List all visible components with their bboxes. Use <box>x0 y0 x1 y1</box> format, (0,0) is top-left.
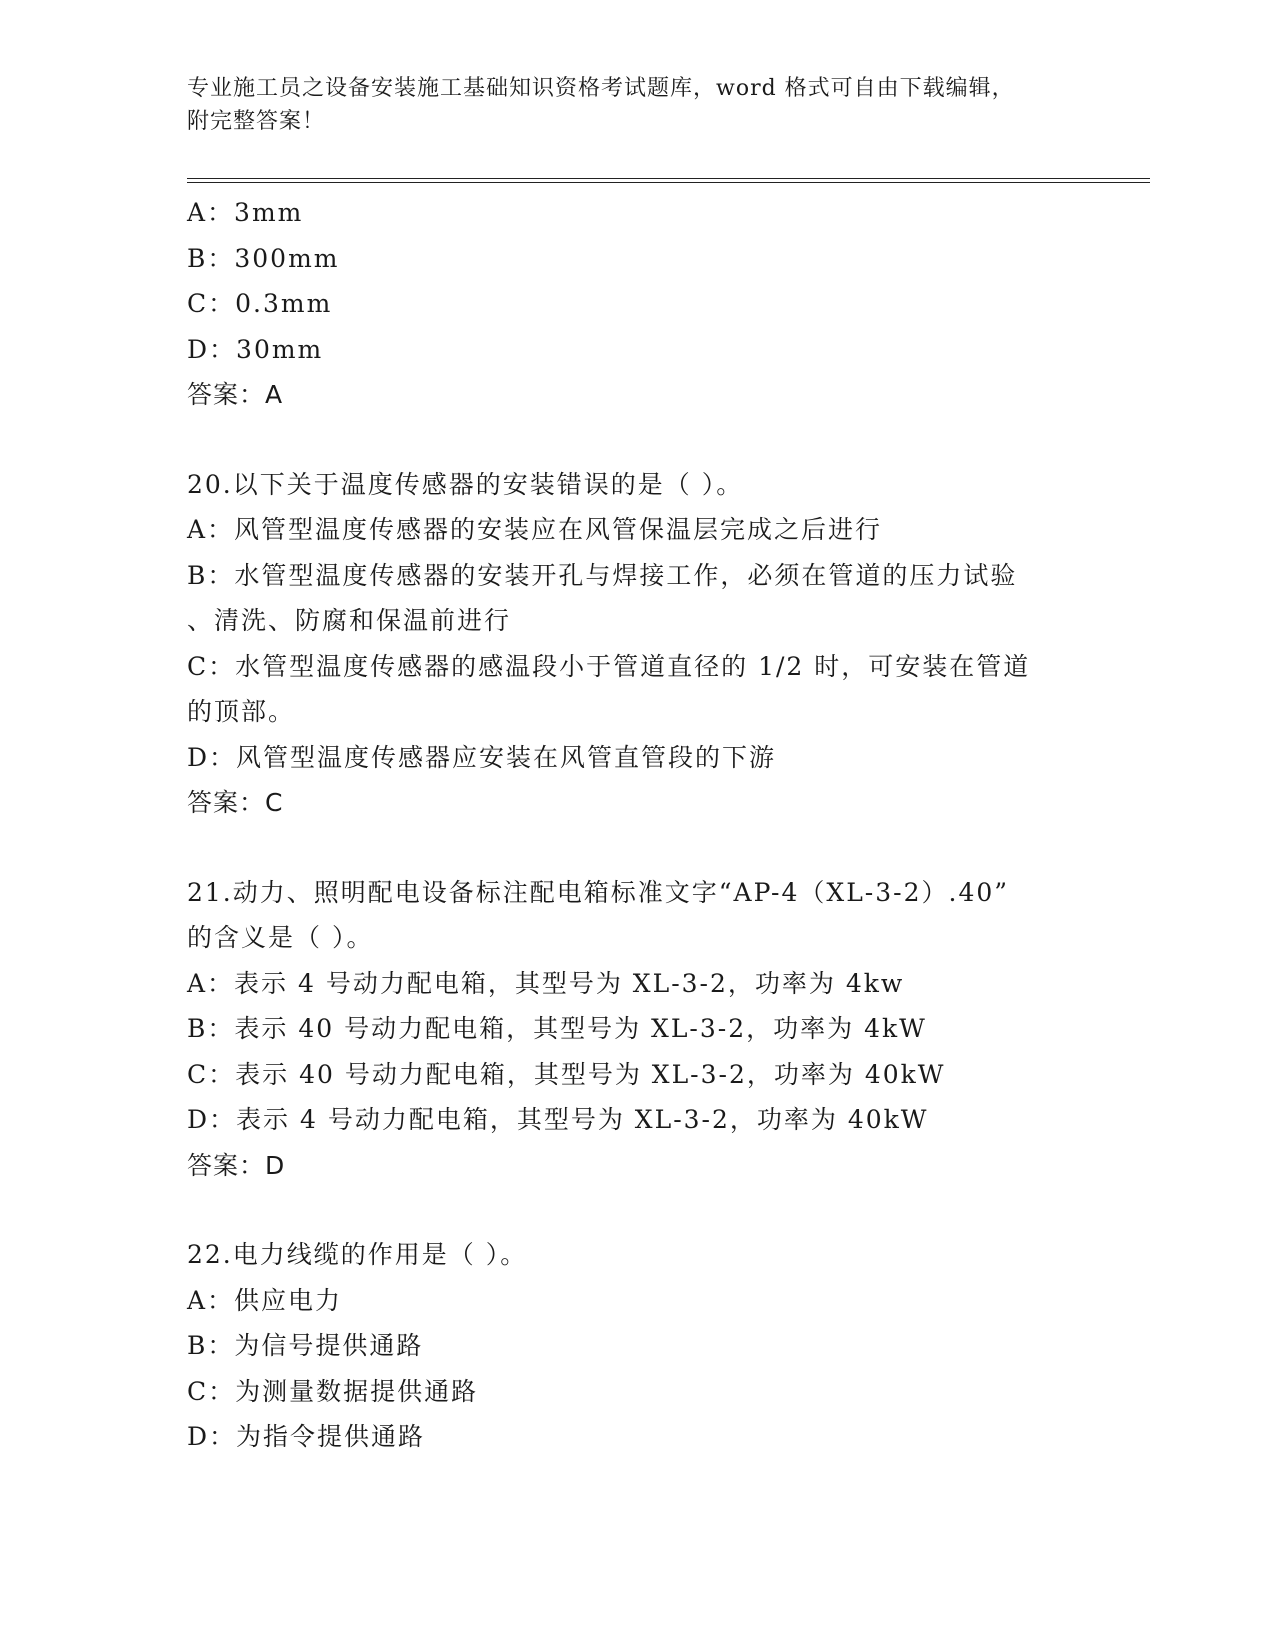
document-header <box>187 72 1087 138</box>
option-a: A：表示 4 号动力配电箱，其型号为 XL-3-2，功率为 4kw <box>187 968 905 998</box>
spacer <box>187 826 1087 870</box>
spacer <box>187 418 1087 462</box>
option-b: B：表示 40 号动力配电箱，其型号为 XL-3-2，功率为 4kW <box>187 1014 927 1043</box>
question-list <box>187 190 1087 1460</box>
answer: 答案：C <box>187 788 284 817</box>
question-stem: 20.以下关于温度传感器的安装错误的是（ ）。 <box>187 469 744 499</box>
option-c: C：0.3mm <box>187 289 333 318</box>
option-b-line-2: 、清洗、防腐和保温前进行 <box>187 606 512 635</box>
question-19 <box>187 190 1087 418</box>
header-line-1: 专业施工员之设备安装施工基础知识资格考试题库，word 格式可自由下载编辑， <box>187 76 1015 101</box>
option-d: D：表示 4 号动力配电箱，其型号为 XL-3-2，功率为 40kW <box>187 1105 929 1134</box>
option-d: D：30mm <box>187 334 324 364</box>
spacer <box>187 1188 1087 1232</box>
option-c-line-2: 的顶部。 <box>187 697 296 726</box>
question-stem-line-2: 的含义是（ ）。 <box>187 923 374 952</box>
option-b-line-1: B：水管型温度传感器的安装开孔与焊接工作，必须在管道的压力试验 <box>187 560 1018 590</box>
option-c-line-1: C：水管型温度传感器的感温段小于管道直径的 1/2 时，可安装在管道 <box>187 651 1031 681</box>
header-divider-top <box>187 178 1150 179</box>
question-20 <box>187 462 1087 826</box>
answer: 答案：A <box>187 380 284 409</box>
question-stem-line-1: 21.动力、照明配电设备标注配电箱标准文字“AP-4（XL-3-2）.40” <box>187 877 1010 907</box>
answer: 答案：D <box>187 1150 286 1180</box>
option-c: C：为测量数据提供通路 <box>187 1376 479 1406</box>
option-b: B：300mm <box>187 243 340 273</box>
option-a: A：3mm <box>187 198 304 227</box>
option-d: D：为指令提供通路 <box>187 1422 426 1451</box>
question-stem: 22.电力线缆的作用是（ ）。 <box>187 1240 528 1269</box>
question-22 <box>187 1232 1087 1460</box>
option-b: B：为信号提供通路 <box>187 1331 424 1360</box>
header-divider-bottom <box>187 182 1150 183</box>
option-a: A：风管型温度传感器的安装应在风管保温层完成之后进行 <box>187 515 883 544</box>
option-d: D：风管型温度传感器应安装在风管直管段的下游 <box>187 742 777 772</box>
header-line-2: 附完整答案！ <box>187 109 326 134</box>
question-21 <box>187 870 1087 1189</box>
option-c: C：表示 40 号动力配电箱，其型号为 XL-3-2，功率为 40kW <box>187 1059 946 1089</box>
option-a: A：供应电力 <box>187 1285 343 1315</box>
